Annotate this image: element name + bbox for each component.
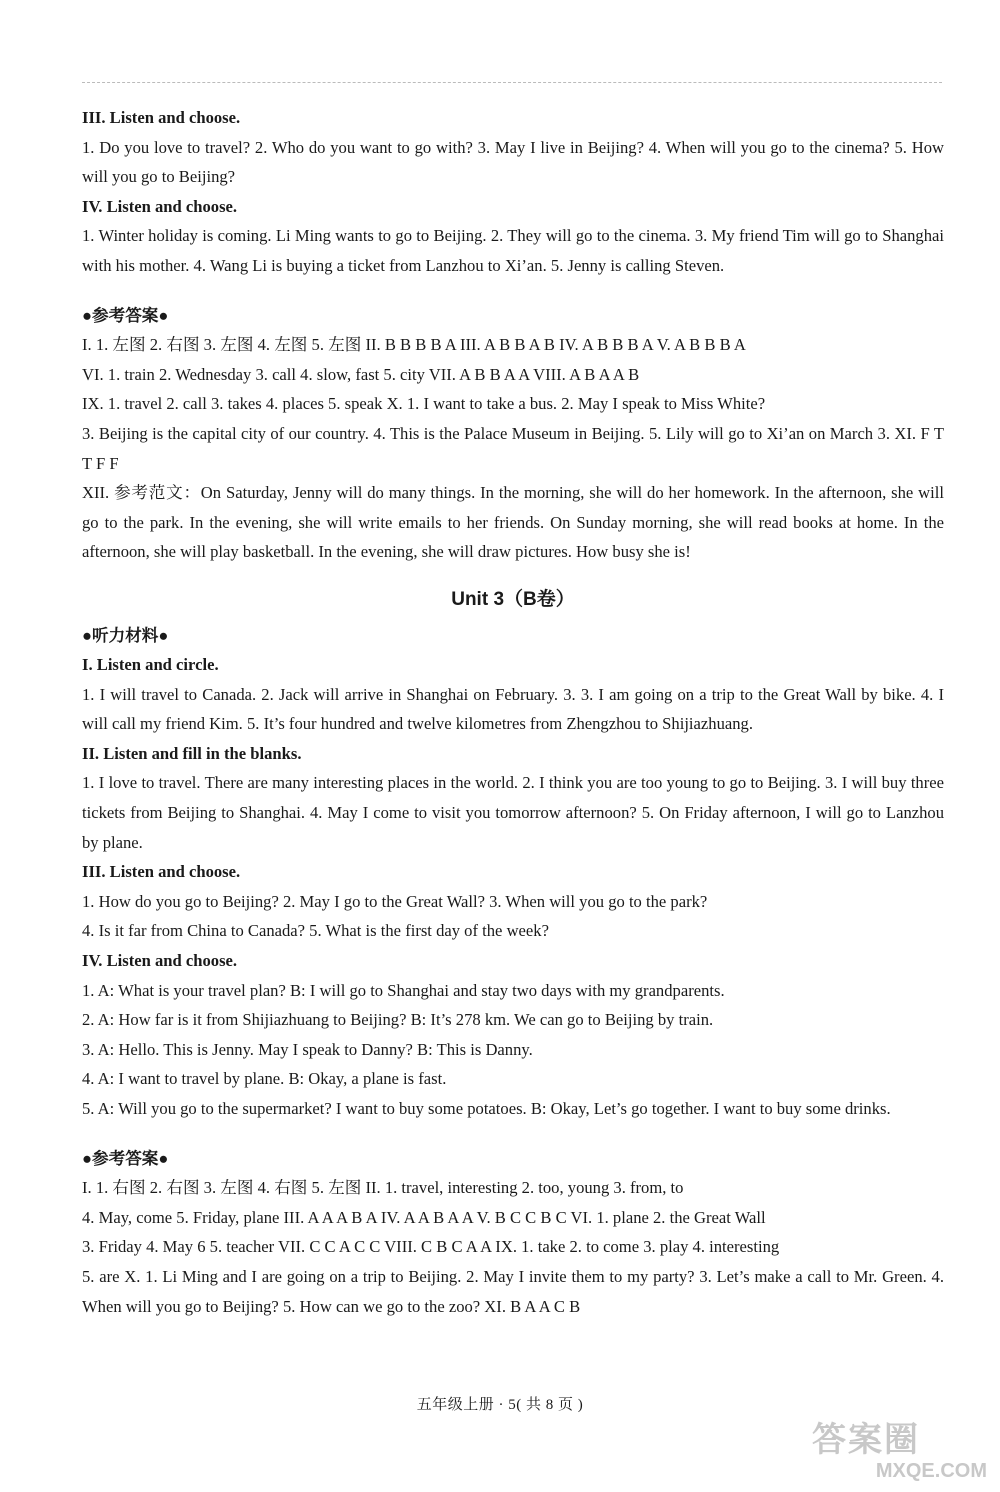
site-watermark xyxy=(812,1420,987,1486)
paragraph: 4. Is it far from China to Canada? 5. What is the first day of the week? xyxy=(82,921,549,941)
answer-line: VI. 1. train 2. Wednesday 3. call 4. slow, fast 5. city VII. A B B A A VIII. A B A A B xyxy=(82,364,640,384)
section-heading: IV. Listen and choose. xyxy=(82,196,238,216)
listening-heading: ●听力材料● xyxy=(82,625,169,645)
section-heading: II. Listen and fill in the blanks. xyxy=(82,743,302,763)
dialogue-line: 4. A: I want to travel by plane. B: Okay, a plane is fast. xyxy=(82,1069,447,1089)
answers-heading: ●参考答案● xyxy=(82,305,169,325)
top-divider xyxy=(82,82,942,83)
paragraph: 1. How do you go to Beijing? 2. May I go to the Great Wall? 3. When will you go to the park? xyxy=(82,891,708,911)
page-content xyxy=(82,103,944,1321)
answer-line: I. 1. 右图 2. 右图 3. 左图 4. 右图 5. 左图 II. 1. travel, interesting 2. too, young 3. from, to xyxy=(82,1178,684,1198)
answer-line: 3. Friday 4. May 6 5. teacher VII. C C A C C VIII. C B C A A IX. 1. take 2. to come 3. play 4. interesting xyxy=(82,1237,780,1257)
answer-line: IX. 1. travel 2. call 3. takes 4. places 5. speak X. 1. I want to take a bus. 2. May I speak to Miss White? xyxy=(82,394,766,414)
watermark-url: MXQE.COM xyxy=(875,1460,987,1482)
dialogue-line: 5. A: Will you go to the supermarket? I want to buy some potatoes. B: Okay, Let’s go together. I want to buy some drinks. xyxy=(82,1099,891,1118)
answer-line: 4. May, come 5. Friday, plane III. A A A B A IV. A A B A A V. B C C B C VI. 1. plane 2. the Great Wall xyxy=(82,1207,766,1227)
paragraph: 1. I will travel to Canada. 2. Jack will arrive in Shanghai on February. 3. 3. I am going on a trip to the Great Wall by bike. 4. I will call my friend Kim. 5. It’s four hundred and twelve kilometres from Zhengzhou to Shijiazhuang. xyxy=(82,684,944,734)
answers-heading: ●参考答案● xyxy=(82,1148,169,1168)
answer-line: 3. Beijing is the capital city of our country. 4. This is the Palace Museum in Beijing. 5. Lily will go to Xi’an on March 3. XI. F T T F F xyxy=(82,423,944,473)
unit-title: Unit 3（B卷） xyxy=(451,588,575,610)
answer-line: XII. 参考范文：On Saturday, Jenny will do many things. In the morning, she will do her homework. In the afternoon, she will go to the park. In the evening, she will write emails to her friends. On Sunday morning, she will read books at home. In the afternoon, she will play basketball. In the evening, she will draw pictures. How busy she is! xyxy=(82,483,944,562)
answer-line: I. 1. 左图 2. 右图 3. 左图 4. 左图 5. 左图 II. B B B B A III. A B B A B IV. A B B B A V. A B B B A xyxy=(82,335,746,355)
answer-line: 5. are X. 1. Li Ming and I are going on a trip to Beijing. 2. May I invite them to my party? 3. Let’s make a call to Mr. Green. 4. When will you go to Beijing? 5. How can we go to the zoo? XI. B A A C B xyxy=(82,1266,944,1316)
section-heading: I. Listen and circle. xyxy=(82,655,219,675)
paragraph: 1. I love to travel. There are many interesting places in the world. 2. I think you are too young to go to Beijing. 3. I will buy three tickets from Beijing to Shanghai. 4. May I come to visit you tomorrow afternoon? 5. On Friday afternoon, I will go to Lanzhou by plane. xyxy=(82,773,944,852)
section-heading: III. Listen and choose. xyxy=(82,108,241,127)
dialogue-line: 3. A: Hello. This is Jenny. May I speak to Danny? B: This is Danny. xyxy=(82,1039,533,1059)
paragraph: 1. Winter holiday is coming. Li Ming wants to go to Beijing. 2. They will go to the cinema. 3. My friend Tim will go to Shanghai with his mother. 4. Wang Li is buying a ticket from Lanzhou to Xi’an. 5. Jenny is calling Steven. xyxy=(82,226,944,275)
page-footer: 五年级上册 · 5( 共 8 页 ) xyxy=(416,1397,584,1413)
section-heading: III. Listen and choose. xyxy=(82,862,241,882)
paragraph: 1. Do you love to travel? 2. Who do you want to go with? 3. May I live in Beijing? 4. When will you go to the cinema? 5. How will you go to Beijing? xyxy=(82,137,944,187)
dialogue-line: 2. A: How far is it from Shijiazhuang to Beijing? B: It’s 278 km. We can go to Beijing by train. xyxy=(82,1010,714,1030)
watermark-logo-text: 答案圈 xyxy=(812,1421,920,1459)
section-heading: IV. Listen and choose. xyxy=(82,951,238,971)
dialogue-line: 1. A: What is your travel plan? B: I will go to Shanghai and stay two days with my grandparents. xyxy=(82,980,725,1000)
